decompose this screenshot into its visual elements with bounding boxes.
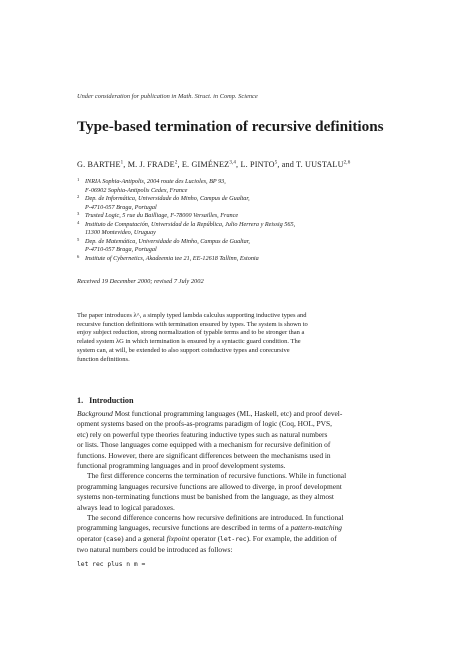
author: G. BARTHE$^1$, xyxy=(77,160,128,169)
author: E. GIMÉNEZ$^{3,4}$, xyxy=(181,160,241,169)
paragraph: The first difference concerns the termination of recursive functions. While in functional programming languages recursive functions are allowed to diverge, in proof development systems non-terminating functions must be banished from the language, as they almost always lead to logical paradoxes. xyxy=(77,471,347,512)
author: T. UUSTALU$^{2,6}$ xyxy=(296,160,351,169)
affiliation: 4 Instituto de Computación, Universidad de la República, Julio Herrera y Reissig 565, 11300 Montevideo, Uruguay xyxy=(77,219,296,237)
received-date: Received 19 December 2000; revised 7 July 2002 xyxy=(77,278,204,285)
code-block: let rec plus n m = xyxy=(77,560,146,568)
affiliation: 3 Trusted Logic, 5 rue du Bailliage, F-78000 Versailles, France xyxy=(77,211,239,220)
paper-title: Type-based termination of recursive definitions xyxy=(77,118,384,135)
affiliation: 1 INRIA Sophia-Antipolis, 2004 route des Lucioles, BP 93, F-06902 Sophia-Antipolis Cedex, France xyxy=(77,177,226,194)
affiliation: 6 Institute of Cybernetics, Akadeemia tee 21, EE-12618 Tallinn, Estonia xyxy=(77,253,259,262)
paragraph: The second difference concerns how recursive definitions are introduced. In functional programming languages, recursive functions are described in terms of a pattern-matching operator (case) and a general fixpoint operator (let-rec). For example, the addition of two natural numbers could be introduced as follows: xyxy=(77,513,344,555)
author-list xyxy=(77,160,437,169)
affiliation-list xyxy=(77,178,437,263)
affiliation: 5 Dep. de Matemática, Universidade do Minho, Campus de Gualtar, P-4710-057 Braga, Portugal xyxy=(77,236,250,254)
author: L. PINTO$^5$, and xyxy=(240,160,297,169)
paragraph: Background Most functional programming languages (ML, Haskell, etc) and proof devel- opment systems based on the proofs-as-programs paradigm of logic (Coq, HOL, PVS, etc) rely on powerful type theories featuring inductive types such as natural numbers or lists. Those languages come equipped with a mechanism for recursive definition of functions. However, there are significant differences between the mechanisms used in functional programming languages and in proof development systems. xyxy=(77,409,343,471)
running-header: Under consideration for publication in Math. Struct. in Comp. Science xyxy=(77,93,258,100)
author: M. J. FRADE$^2$, xyxy=(127,160,182,169)
body-text xyxy=(77,409,399,570)
section-heading: 1. Introduction xyxy=(77,396,134,405)
affiliation: 2 Dep. de Informática, Universidade do Minho, Campus de Gualtar, P-4710-057 Braga, Portugal xyxy=(77,194,250,211)
abstract: The paper introduces λ^, a simply typed lambda calculus supporting inductive types and recursive function definitions with termination ensured by types. The system is shown to enjoy subject reduction, strong normalization of typable terms and to be stronger than a related system λG in which termination is ensured by a syntactic guard condition. The system can, at will, be extended to also support coinductive types and corecursive function definitions. xyxy=(77,312,308,363)
